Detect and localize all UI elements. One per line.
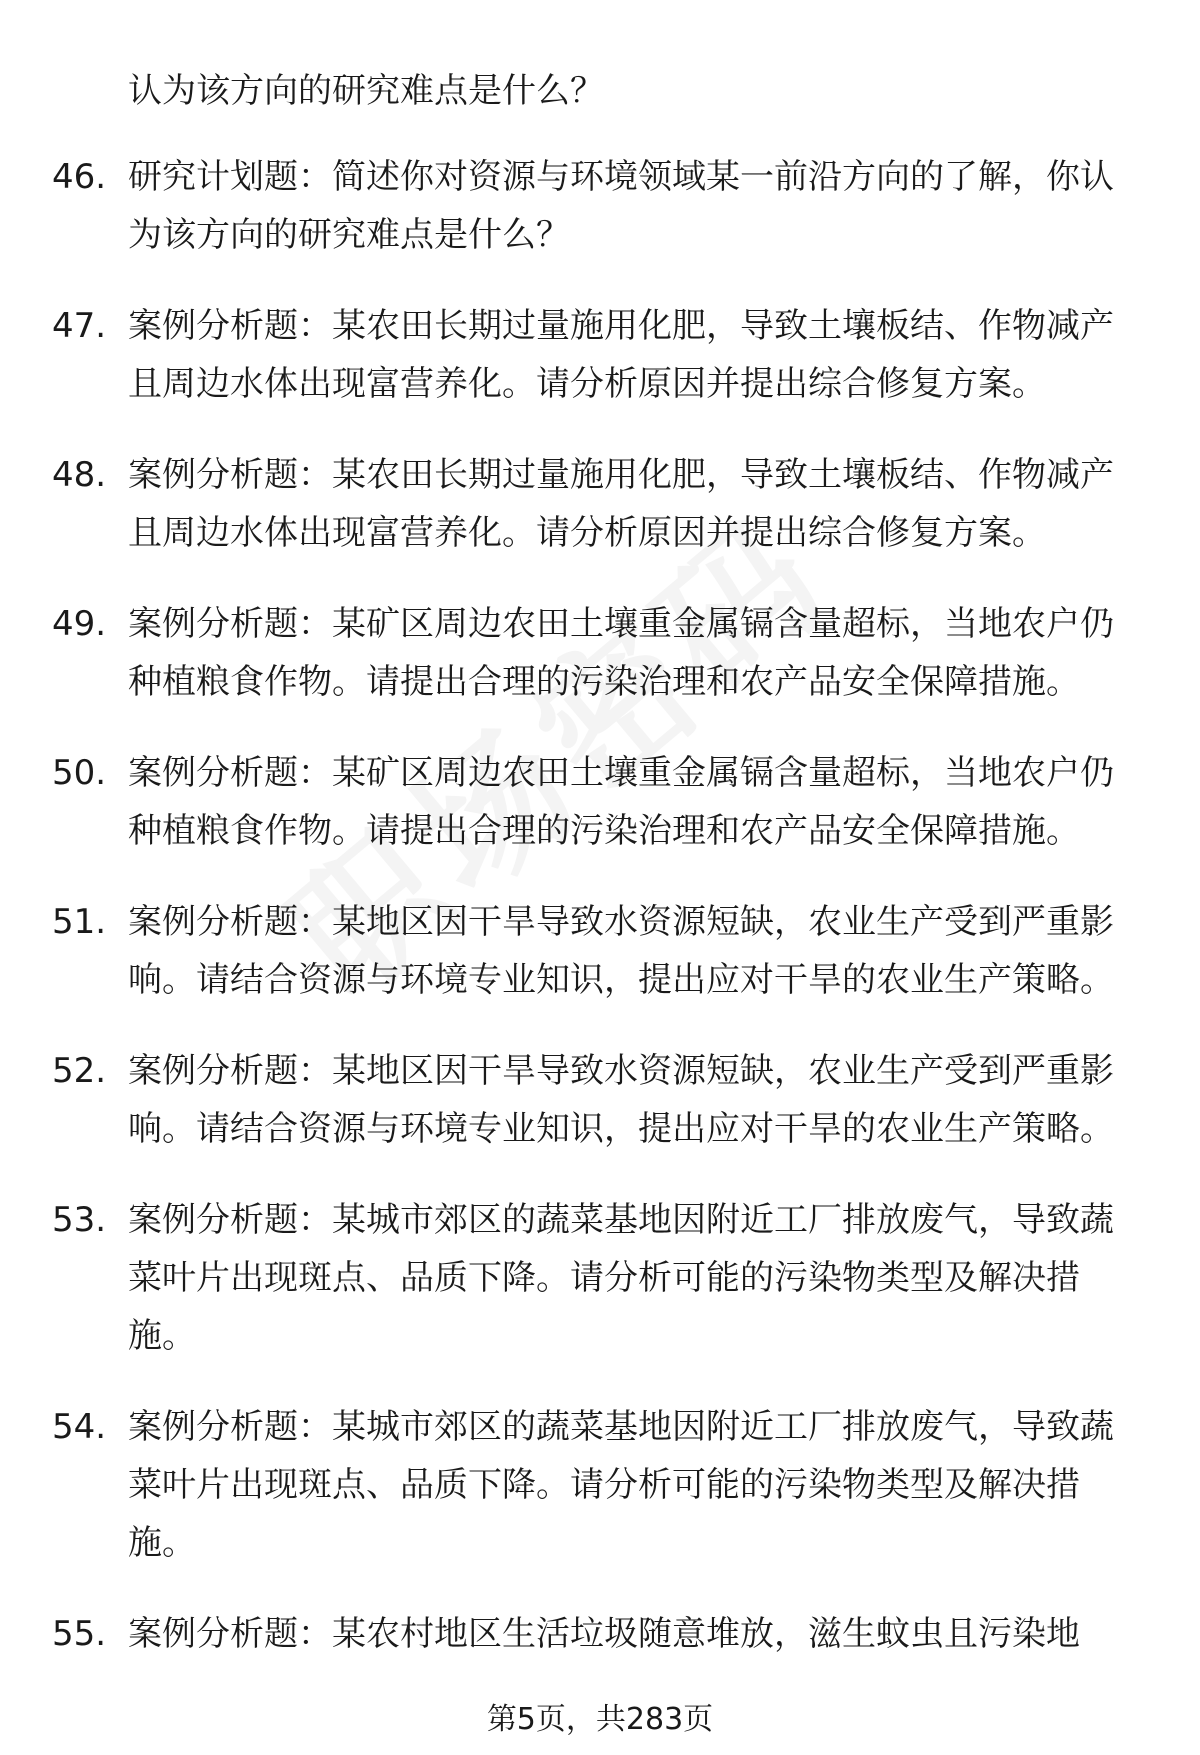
question-text: 案例分析题：某地区因干旱导致水资源短缺，农业生产受到严重影响。请结合资源与环境专业知识，提出应对干旱的农业生产策略。	[128, 1051, 1114, 1149]
question-number: 51.	[52, 902, 107, 942]
question-number: 46.	[52, 157, 107, 197]
question-number: 48.	[52, 455, 107, 495]
question-text: 案例分析题：某城市郊区的蔬菜基地因附近工厂排放废气，导致蔬菜叶片出现斑点、品质下降。请分析可能的污染物类型及解决措施。	[128, 1200, 1114, 1356]
question-item	[0, 148, 1200, 264]
question-text: 案例分析题：某农田长期过量施用化肥，导致土壤板结、作物减产且周边水体出现富营养化。请分析原因并提出综合修复方案。	[128, 455, 1114, 553]
question-text: 案例分析题：某地区因干旱导致水资源短缺，农业生产受到严重影响。请结合资源与环境专业知识，提出应对干旱的农业生产策略。	[128, 902, 1114, 1000]
question-number: 54.	[52, 1407, 107, 1447]
question-number: 53.	[52, 1200, 107, 1240]
question-text: 案例分析题：某矿区周边农田土壤重金属镉含量超标，当地农户仍种植粮食作物。请提出合理的污染治理和农产品安全保障措施。	[128, 604, 1114, 702]
question-item	[0, 446, 1200, 562]
question-text: 研究计划题：简述你对资源与环境领域某一前沿方向的了解，你认为该方向的研究难点是什么？	[128, 157, 1114, 255]
question-number: 52.	[52, 1051, 107, 1091]
question-number: 47.	[52, 306, 107, 346]
question-item	[0, 1398, 1200, 1572]
question-list	[0, 148, 1200, 1696]
question-item	[0, 1605, 1200, 1663]
question-text: 案例分析题：某城市郊区的蔬菜基地因附近工厂排放废气，导致蔬菜叶片出现斑点、品质下降。请分析可能的污染物类型及解决措施。	[128, 1407, 1114, 1563]
page-footer: 第5页，共283页	[486, 1702, 714, 1737]
continuation-text: 认为该方向的研究难点是什么？	[128, 71, 604, 111]
question-text: 案例分析题：某矿区周边农田土壤重金属镉含量超标，当地农户仍种植粮食作物。请提出合理的污染治理和农产品安全保障措施。	[128, 753, 1114, 851]
question-text: 案例分析题：某农田长期过量施用化肥，导致土壤板结、作物减产且周边水体出现富营养化。请分析原因并提出综合修复方案。	[128, 306, 1114, 404]
question-item	[0, 595, 1200, 711]
question-item	[0, 1042, 1200, 1158]
question-text: 案例分析题：某农村地区生活垃圾随意堆放，滋生蚊虫且污染地	[128, 1614, 1080, 1654]
question-number: 55.	[52, 1614, 107, 1654]
question-number: 49.	[52, 604, 107, 644]
question-number: 50.	[52, 753, 107, 793]
question-item	[0, 893, 1200, 1009]
question-item	[0, 744, 1200, 860]
question-item	[0, 1191, 1200, 1365]
question-item	[0, 297, 1200, 413]
